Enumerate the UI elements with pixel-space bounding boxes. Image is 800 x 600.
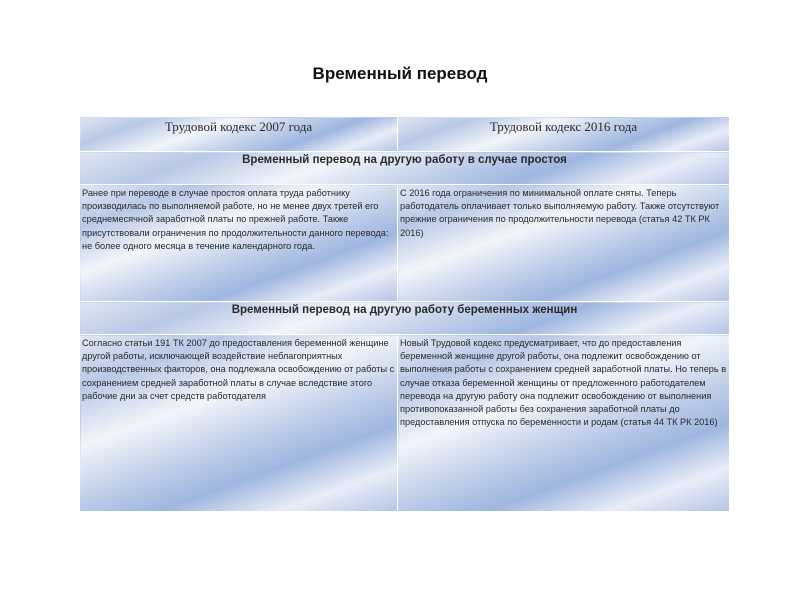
table-row: [80, 335, 730, 512]
section-title-pregnant: Временный перевод на другую работу беременных женщин: [80, 302, 730, 335]
table-row: [80, 185, 730, 302]
page-title: Временный перевод: [312, 64, 488, 83]
comparison-table: [79, 116, 730, 512]
header-2016: Трудовой кодекс 2016 года: [398, 117, 730, 152]
cell-pregnant-2016: Новый Трудовой кодекс предусматривает, что до предоставления беременной женщине другой работы, она подлежит освобождению от выполнения работы с сохранением средней заработной платы. Но теперь в случае отказа беременной женщины от предложенного работодателем перевода на другую работу она подлежит освобождению от выполнения противопоказанной работы без сохранения заработной платы до предоставления отпуска по беременности и родам (статья 44 ТК РК 2016): [398, 335, 730, 512]
section-row: [80, 152, 730, 185]
cell-idle-2007: Ранее при переводе в случае простоя оплата труда работнику производилась по выполняемой работе, но не менее двух третей его среднемесячной заработной платы по прежней работе. Также присутствовали ограничения по продолжительности данного перевода: не более одного месяца в течение календарного года.: [80, 185, 398, 302]
section-row: [80, 302, 730, 335]
table-header-row: [80, 117, 730, 152]
cell-idle-2016: С 2016 года ограничения по минимальной оплате сняты. Теперь работодатель оплачивает только выполняемую работу. Также отсутствуют прежние ограничения по продолжительности перевода (статья 42 ТК РК 2016): [398, 185, 730, 302]
section-title-idle: Временный перевод на другую работу в случае простоя: [80, 152, 730, 185]
header-2007: Трудовой кодекс 2007 года: [80, 117, 398, 152]
cell-pregnant-2007: Согласно статьи 191 ТК 2007 до предоставления беременной женщине другой работы, исключающей воздействие неблагоприятных производственных факторов, она подлежала освобождению от работы с сохранением средней заработной платы в случае вследствие этого рабочие дни за счет средств работодателя: [80, 335, 398, 512]
